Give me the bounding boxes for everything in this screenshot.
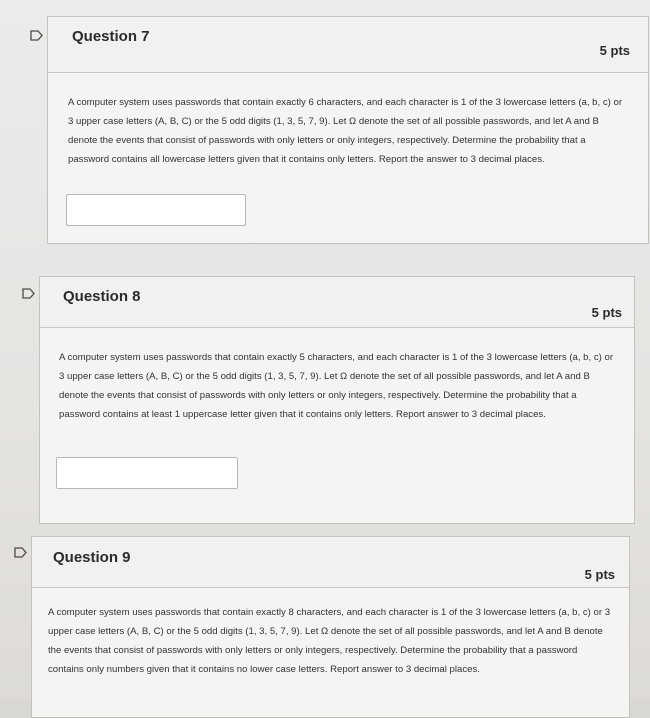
- question-7-text: A computer system uses passwords that contain exactly 6 characters, and each character is 1 of the 3 lowercase letters (a, b, c) or 3 upper case letters (A, B, C) or the 5 odd digits (1, 3, 5, 7, 9). Let Ω denote the set of all possible passwords, and let A and B denote the events that consist of passwords with only letters or only integers, respectively. Determine the probability that a password contains all lowercase letters given that it contains only letters. Report the answer to 3 decimal places.: [68, 97, 623, 165]
- question-8-text: A computer system uses passwords that contain exactly 5 characters, and each character is 1 of the 3 lowercase letters (a, b, c) or 3 upper case letters (A, B, C) or the 5 odd digits (1, 3, 5, 7, 9). Let Ω denote the set of all possible passwords, and let A and B denote the events that consist of passwords with only letters or only integers, respectively. Determine the probability that a password contains at least 1 uppercase letter given that it contains only letters. Report answer to 3 decimal places.: [59, 352, 614, 420]
- flag-question-icon[interactable]: [22, 288, 35, 299]
- question-7: [47, 16, 649, 244]
- flag-question-icon[interactable]: [30, 30, 43, 41]
- question-7-header: [48, 17, 648, 73]
- question-9-body: [32, 588, 629, 717]
- question-8: [39, 276, 635, 524]
- question-8-answer-input[interactable]: [56, 457, 238, 489]
- question-7-answer-input[interactable]: [66, 194, 246, 226]
- question-8-title: Question 8: [63, 288, 141, 305]
- question-7-title: Question 7: [72, 28, 150, 45]
- flag-question-icon[interactable]: [14, 547, 27, 558]
- question-8-header: [40, 277, 634, 328]
- question-9: [31, 536, 630, 718]
- question-7-body: [48, 73, 648, 243]
- question-9-points: 5 pts: [584, 567, 615, 582]
- question-8-body: [40, 328, 634, 523]
- question-7-points: 5 pts: [599, 43, 630, 58]
- question-8-points: 5 pts: [591, 305, 622, 320]
- question-9-title: Question 9: [53, 549, 131, 566]
- question-9-header: [32, 537, 629, 588]
- question-9-text: A computer system uses passwords that contain exactly 8 characters, and each character is 1 of the 3 lowercase letters (a, b, c) or 3 upper case letters (A, B, C) or the 5 odd digits (1, 3, 5, 7, 9). Let Ω denote the set of all possible passwords, and let A and B denote the events that consist of passwords with only letters or only integers, respectively. Determine the probability that a password contains only numbers given that it contains no lower case letters. Report answer to 3 decimal places.: [48, 607, 611, 675]
